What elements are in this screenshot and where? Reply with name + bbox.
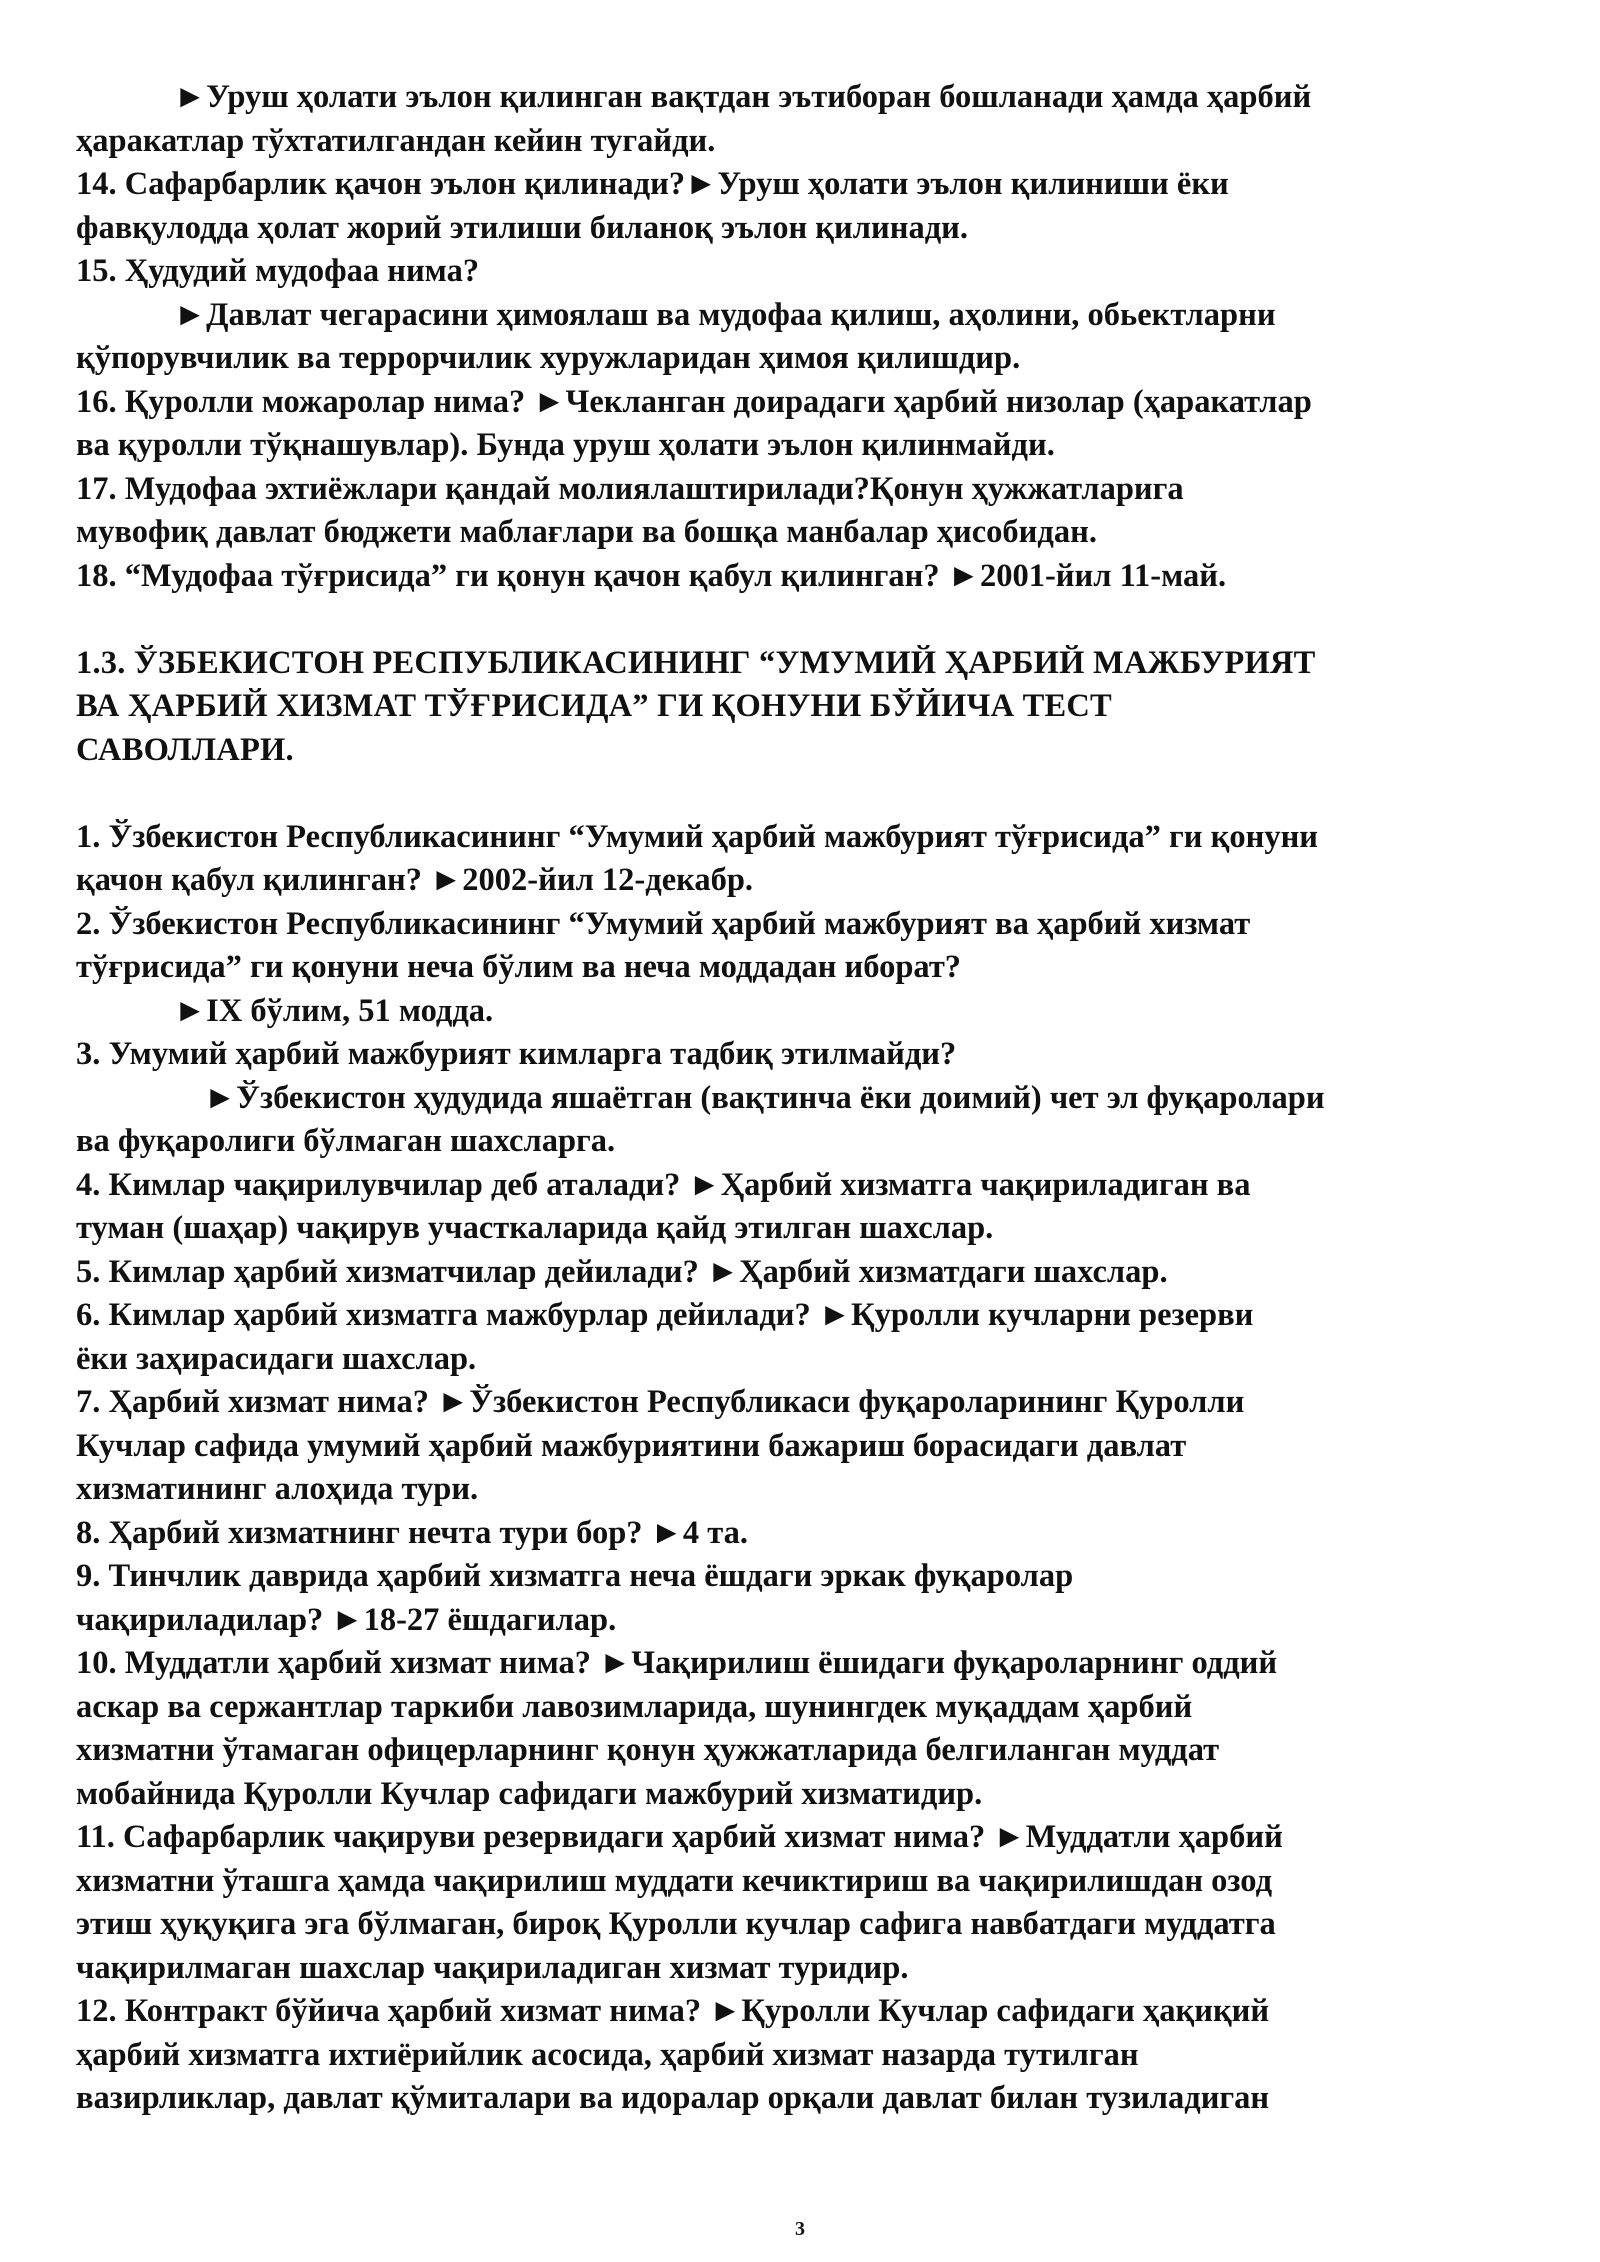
paragraph xyxy=(76,381,1536,468)
page-number: 3 xyxy=(795,2218,805,2240)
text-line: 10. Муддатли ҳарбий хизмат нима? ►Чақирилиш ёшидаги фуқароларнинг оддий xyxy=(76,1645,1278,1681)
text-line: 9. Тинчлик даврида ҳарбий хизматга неча ёшдаги эркак фуқаролар xyxy=(76,1558,1074,1594)
paragraph xyxy=(76,163,1536,250)
text-line: Кучлар сафида умумий ҳарбий мажбуриятини бажариш борасидаги давлат xyxy=(76,1427,1187,1464)
text-line: хизматни ўташга ҳамда чақирилиш муддати кечиктириш ва чақирилишдан озод xyxy=(76,1862,1273,1899)
paragraph-spacer xyxy=(76,772,1536,816)
text-line: ёки заҳирасидаги шахслар. xyxy=(76,1340,477,1377)
text-line: 12. Контракт бўйича ҳарбий хизмат нима? ►Қуролли Кучлар сафидаги ҳақиқий xyxy=(76,1993,1270,2029)
text-line: ҳарбий хизматга ихтиёрийлик асосида, ҳарбий хизмат назарда тутилган xyxy=(76,2036,1139,2073)
text-line: 4. Кимлар чақирилувчилар деб аталади? ►Ҳарбий хизматга чақириладиган ва xyxy=(76,1166,1251,1203)
paragraph xyxy=(76,1381,1536,1512)
text-line: 7. Ҳарбий хизмат нима? ►Ўзбекистон Республикаси фуқароларининг Қуролли xyxy=(76,1384,1245,1420)
paragraph xyxy=(76,250,1536,381)
text-line: 16. Қуролли можаролар нима? ►Чекланган доирадаги ҳарбий низолар (ҳаракатлар xyxy=(76,383,1312,420)
text-line: хизматни ўтамаган офицерларнинг қонун ҳужжатларида белгиланган муддат xyxy=(76,1732,1220,1768)
paragraph xyxy=(76,1642,1536,1816)
text-line: этиш ҳуқуқига эга бўлмаган, бироқ Қуролли кучлар сафига навбатдаги муддатга xyxy=(76,1906,1276,1942)
paragraph xyxy=(76,1816,1536,1990)
paragraph xyxy=(76,1033,1536,1164)
text-line: хизматининг алоҳида тури. xyxy=(76,1471,479,1507)
text-line: 15. Ҳудудий мудофаа нима? xyxy=(76,253,480,289)
text-line: ва фуқаролиги бўлмаган шахсларга. xyxy=(76,1123,616,1159)
text-line: 18. “Мудофаа тўғрисида” ги қонун қачон қабул қилинган? ►2001-йил 11-май. xyxy=(76,557,1227,594)
text-line: қўпорувчилик ва террорчилик хуружларидан ҳимоя қилишдир. xyxy=(76,340,1021,376)
text-line: 1. Ўзбекистон Республикасининг “Умумий ҳарбий мажбурият тўғрисида” ги қонуни xyxy=(76,818,1319,855)
text-line: қачон қабул қилинган? ►2002-йил 12-декабр. xyxy=(76,862,754,898)
text-line: мобайнида Қуролли Кучлар сафидаги мажбурий хизматидир. xyxy=(76,1775,983,1812)
paragraph xyxy=(76,903,1536,1034)
heading-line: САВОЛЛАРИ. xyxy=(76,731,294,768)
text-line: мувофиқ давлат бюджети маблағлари ва бошқа манбалар ҳисобидан. xyxy=(76,514,1097,550)
paragraph xyxy=(76,1294,1536,1381)
heading-line: 1.3. ЎЗБЕКИСТОН РЕСПУБЛИКАСИНИНГ “УМУМИЙ ҲАРБИЙ МАЖБУРИЯТ xyxy=(76,644,1316,681)
text-line: ►Ўзбекистон ҳудудида яшаётган (вақтинча ёки доимий) чет эл фуқаролари xyxy=(204,1079,1325,1116)
paragraph xyxy=(76,1251,1536,1295)
text-line: 17. Мудофаа эхтиёжлари қандай молиялаштирилади?Қонун ҳужжатларига xyxy=(76,470,1184,507)
text-line: вазирликлар, давлат қўмиталари ва идоралар орқали давлат билан тузиладиган xyxy=(76,2080,1270,2116)
text-line: чақириладилар? ►18-27 ёшдагилар. xyxy=(76,1601,617,1638)
paragraph xyxy=(76,816,1536,903)
text-line: чақирилмаган шахслар чақириладиган хизмат туридир. xyxy=(76,1949,909,1986)
text-line: ва қуролли тўқнашувлар). Бунда уруш ҳолати эълон қилинмайди. xyxy=(76,427,1055,463)
text-line: ►Давлат чегарасини ҳимоялаш ва мудофаа қилиш, аҳолини, обьектларни xyxy=(174,296,1276,333)
heading-line: ВА ҲАРБИЙ ХИЗМАТ ТЎҒРИСИДА” ГИ ҚОНУНИ БЎЙИЧА ТЕСТ xyxy=(76,688,1112,724)
paragraph xyxy=(76,76,1536,163)
paragraph xyxy=(76,468,1536,555)
text-line: 11. Сафарбарлик чақируви резервидаги ҳарбий хизмат нима? ►Муддатли ҳарбий xyxy=(76,1819,1283,1855)
text-line: 5. Кимлар ҳарбий хизматчилар дейилади? ►Ҳарбий хизматдаги шахслар. xyxy=(76,1253,1168,1290)
text-line: 6. Кимлар ҳарбий хизматга мажбурлар дейилади? ►Қуролли кучларни резерви xyxy=(76,1297,1254,1333)
paragraph xyxy=(76,1512,1536,1556)
text-line: аскар ва сержантлар таркиби лавозимларида, шунингдек муқаддам ҳарбий xyxy=(76,1688,1193,1725)
text-line: ►IX бўлим, 51 модда. xyxy=(174,992,494,1029)
text-line: 3. Умумий ҳарбий мажбурият кимларга тадбиқ этилмайди? xyxy=(76,1036,957,1072)
text-line: фавқулодда ҳолат жорий этилиши биланоқ эълон қилинади. xyxy=(76,209,968,246)
paragraph xyxy=(76,555,1536,599)
document-page xyxy=(76,76,1536,2121)
text-line: 2. Ўзбекистон Республикасининг “Умумий ҳарбий мажбурият ва ҳарбий хизмат xyxy=(76,905,1251,942)
paragraph-spacer xyxy=(76,598,1536,642)
text-line: 14. Сафарбарлик қачон эълон қилинади?►Уруш ҳолати эълон қилиниши ёки xyxy=(76,166,1229,202)
paragraph xyxy=(76,1164,1536,1251)
text-line: тўғрисида” ги қонуни неча бўлим ва неча моддадан иборат? xyxy=(76,949,962,985)
text-line: туман (шаҳар) чақирув участкаларида қайд этилган шахслар. xyxy=(76,1210,994,1246)
text-line: 8. Ҳарбий хизматнинг нечта тури бор? ►4 та. xyxy=(76,1514,748,1551)
paragraph xyxy=(76,1555,1536,1642)
paragraph xyxy=(76,1990,1536,2121)
text-line: ҳаракатлар тўхтатилгандан кейин тугайди. xyxy=(76,122,716,159)
section-heading xyxy=(76,642,1536,773)
text-line: ►Уруш ҳолати эълон қилинган вақтдан эътиборан бошланади ҳамда ҳарбий xyxy=(174,79,1312,115)
